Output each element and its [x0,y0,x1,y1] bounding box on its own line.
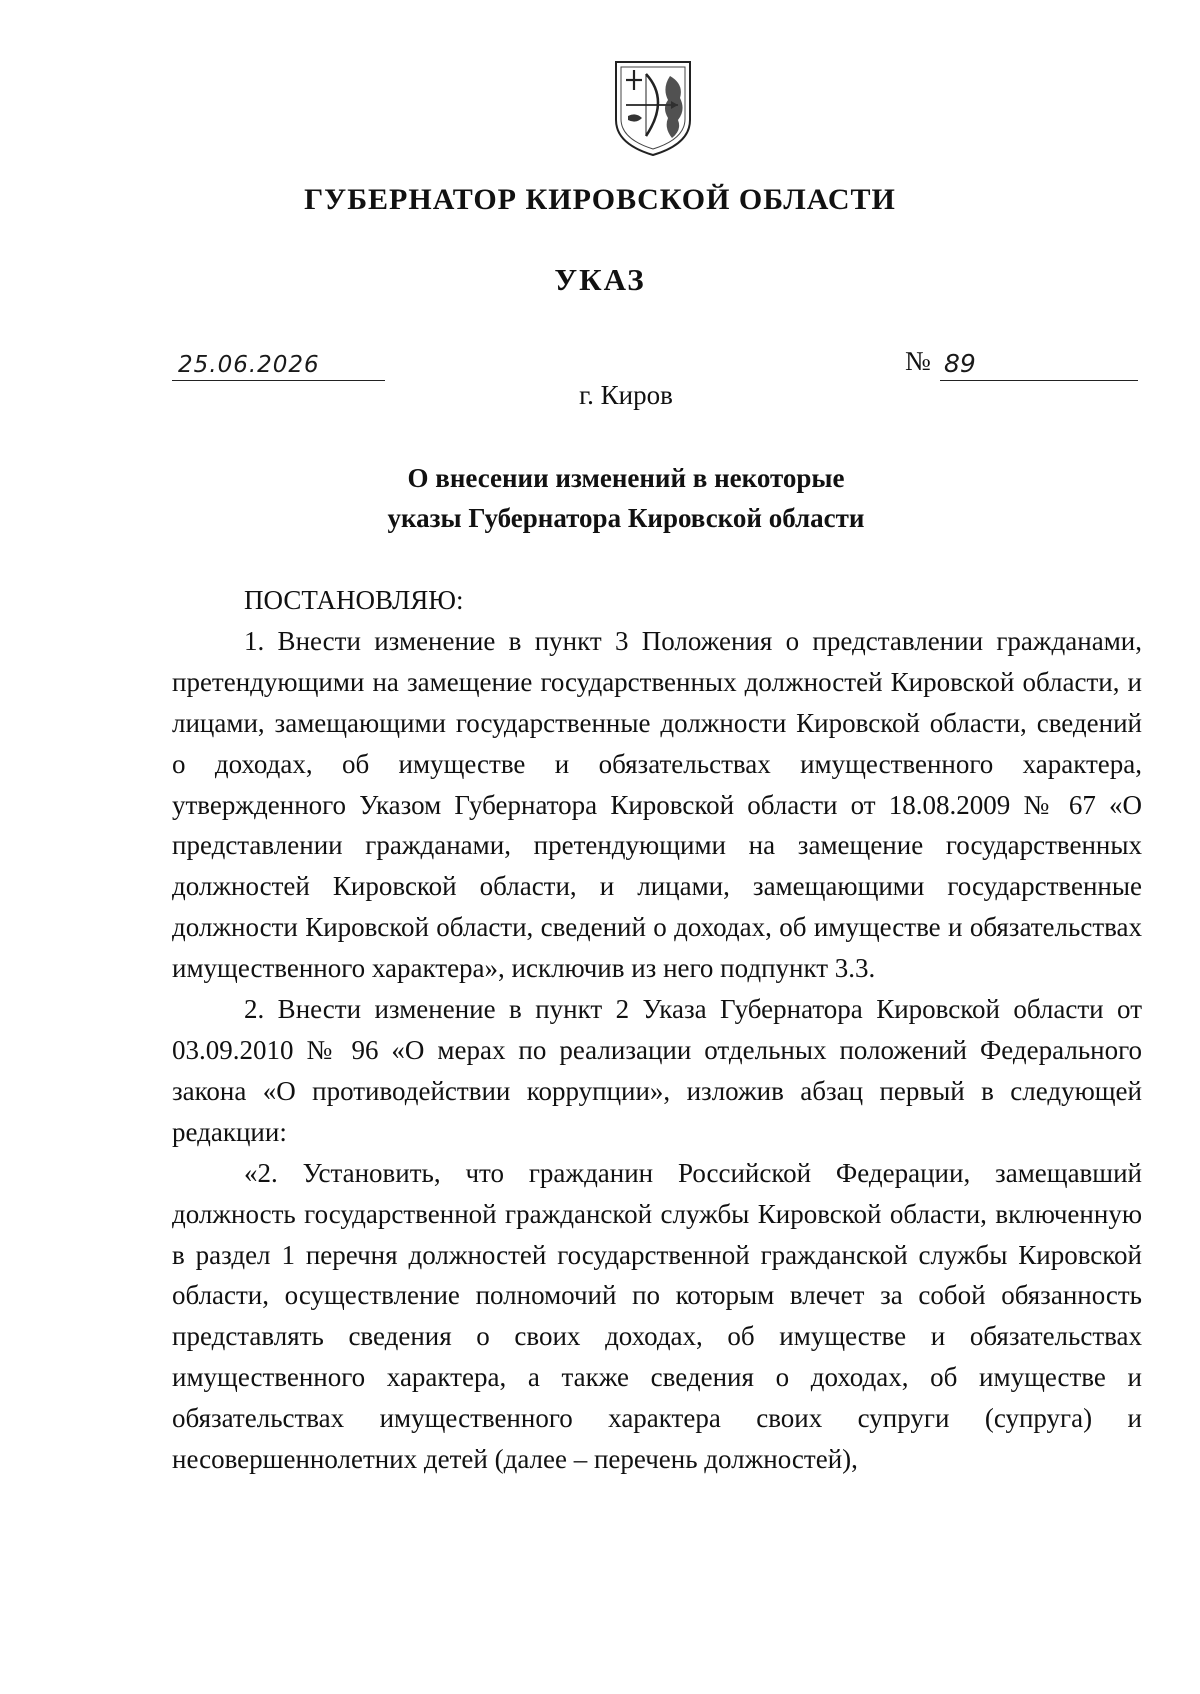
date-field [172,350,385,381]
paragraph-3: «2. Установить, что гражданин Российской Федерации, замещавший должность государственной гражданской службы Кировской области, включенную в раздел 1 перечня должностей государственной гражданской службы Кировской области, осуществление полномочий по которым влечет за собой обязанность представлять сведения о своих доходах, об имуществе и обязательствах имущественного характера, а также сведения о доходах, об имуществе и обязательствах имущественного характера своих супруги (супруга) и несовершеннолетних детей (далее – перечень должностей), [172,1157,1142,1475]
kirov-coat-of-arms-icon [612,58,694,158]
city-line: г. Киров [579,380,673,410]
number-value: 89 [944,349,976,378]
number-field [940,350,1138,381]
date-value: 25.06.2026 [178,352,320,378]
paragraph-2: 2. Внести изменение в пункт 2 Указа Губернатора Кировской области от 03.09.2010 № 96 «О мерах по реализации отдельных положений Федерального закона «О противодействии коррупции», изложив абзац первый в следующей редакции: [172,994,1142,1147]
decree-word: ПОСТАНОВЛЯЮ: [244,585,464,615]
subject-line-1: О внесении изменений в некоторые [407,463,845,493]
authority-title: ГУБЕРНАТОР КИРОВСКОЙ ОБЛАСТИ [304,183,896,216]
paragraph-1: 1. Внести изменение в пункт 3 Положения о представлении гражданами, претендующими на замещение государственных должностей Кировской области, и лицами, замещающими государственные должности Кировской области, сведений о доходах, об имуществе и обязательствах имущественного характера, утвержденного Указом Губернатора Кировской области от 18.08.2009 № 67 «О представлении гражданами, претендующими на замещение государственных должностей Кировской области, и лицами, замещающими государственные должности Кировской области, сведений о доходах, об имуществе и обязательствах имущественного характера», исключив из него подпункт 3.3. [172,625,1142,984]
decree-body [172,580,1142,1480]
document-type-title: УКАЗ [554,262,646,297]
number-sign: № [905,346,931,376]
decree-subject [0,458,1200,538]
subject-line-2: указы Губернатора Кировской области [387,503,865,533]
